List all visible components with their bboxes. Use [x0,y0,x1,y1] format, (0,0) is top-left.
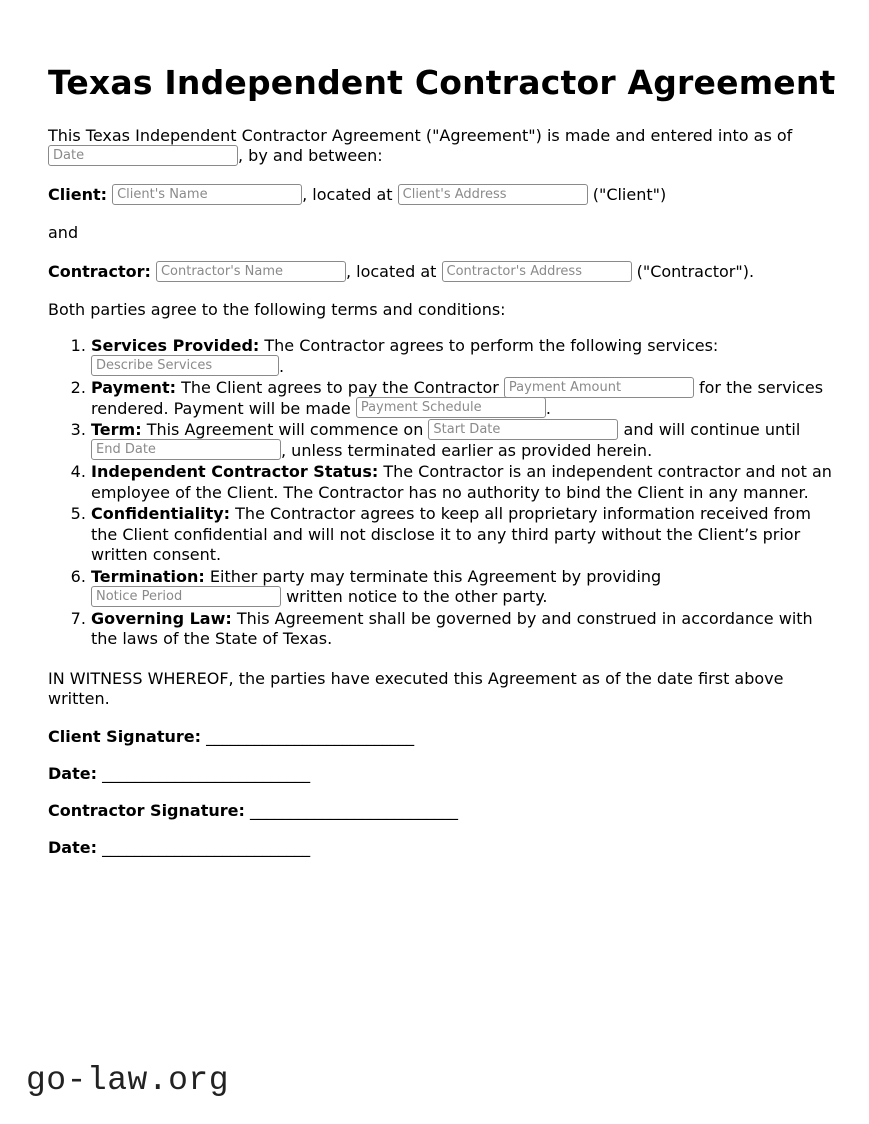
signature-blank[interactable]: __________________________ [96,763,311,783]
signature-label: Contractor Signature: [48,800,245,820]
term-title: Payment: [91,378,176,397]
client-suffix: ("Client") [587,185,667,204]
term-text-after: written notice to the other party. [281,587,548,606]
signature-blank[interactable]: __________________________ [244,800,458,820]
term-title: Independent Contractor Status: [91,462,379,481]
agreement-document [48,62,838,875]
terms-list [91,336,838,650]
contractor-address-field[interactable] [442,261,632,282]
term-text-after: . [545,398,551,418]
contractor-suffix: ("Contractor"). [631,262,755,281]
intro-text: This Texas Independent Contractor Agreement ("Agreement") is made and entered into as of [48,126,793,145]
and-text: and [48,223,79,242]
term-text: The Client agrees to pay the Contractor [176,378,504,397]
contractor-date-line[interactable] [48,838,838,858]
term-termination [91,567,838,608]
contractor-line [48,262,838,282]
term-title: Term: [91,420,142,439]
term-text: The Contractor agrees to perform the following services: [259,336,719,355]
term-independent-status [91,462,838,503]
contractor-name-field[interactable] [156,261,346,282]
term-term [91,420,838,461]
client-date-line[interactable] [48,764,838,784]
watermark: go-law.org [26,1062,230,1099]
intro-paragraph [48,126,838,166]
term-title: Confidentiality: [91,504,231,523]
term-text: This Agreement will commence on [141,420,429,439]
term-text-mid: and will continue until [618,420,801,439]
services-field[interactable] [91,355,279,376]
term-title: Services Provided: [91,336,260,355]
contractor-signature-line[interactable] [48,801,838,821]
term-title: Termination: [91,566,205,586]
client-line [48,185,838,205]
located-at-text: , located at [302,185,398,204]
term-payment [91,378,838,419]
payment-schedule-field[interactable] [356,397,546,418]
signature-label: Date: [48,837,97,857]
terms-lead: Both parties agree to the following terms and conditions: [48,300,506,319]
term-text-mid: for the services rendered. Payment will be made [91,378,824,418]
term-text: The Contractor agrees to keep all proprietary information received from the Client confidential and will not disclose it to any third party without the Client’s prior written consent. [91,504,811,564]
term-text-after: , unless terminated earlier as provided herein. [281,440,653,460]
end-date-field[interactable] [91,439,281,460]
page-title: Texas Independent Contractor Agreement [48,63,836,102]
term-text: Either party may terminate this Agreement by providing [204,566,662,586]
term-text: This Agreement shall be governed by and construed in accordance with the laws of the State of Texas. [91,608,813,648]
client-name-field[interactable] [112,184,302,205]
term-text: The Contractor is an independent contractor and not an employee of the Client. The Contractor has no authority to bind the Client in any manner. [91,462,832,502]
term-governing-law [91,609,838,650]
intro-text-after: , by and between: [238,146,383,165]
start-date-field[interactable] [428,419,618,440]
located-at-text: , located at [345,262,442,281]
contractor-label: Contractor: [48,262,151,281]
client-address-field[interactable] [398,184,588,205]
date-field[interactable] [48,145,238,166]
signature-label: Client Signature: [48,726,201,746]
witness-paragraph: IN WITNESS WHEREOF, the parties have executed this Agreement as of the date first above written. [48,668,784,708]
client-signature-line[interactable] [48,727,838,747]
term-services [91,336,838,377]
payment-amount-field[interactable] [504,377,694,398]
client-label: Client: [48,185,107,204]
signature-blank[interactable]: __________________________ [201,726,415,746]
term-confidentiality [91,504,838,566]
term-text-after: . [279,356,285,376]
notice-period-field[interactable] [91,586,281,607]
signature-blank[interactable]: __________________________ [96,837,311,857]
signature-label: Date: [48,763,97,783]
term-title: Governing Law: [91,608,232,628]
